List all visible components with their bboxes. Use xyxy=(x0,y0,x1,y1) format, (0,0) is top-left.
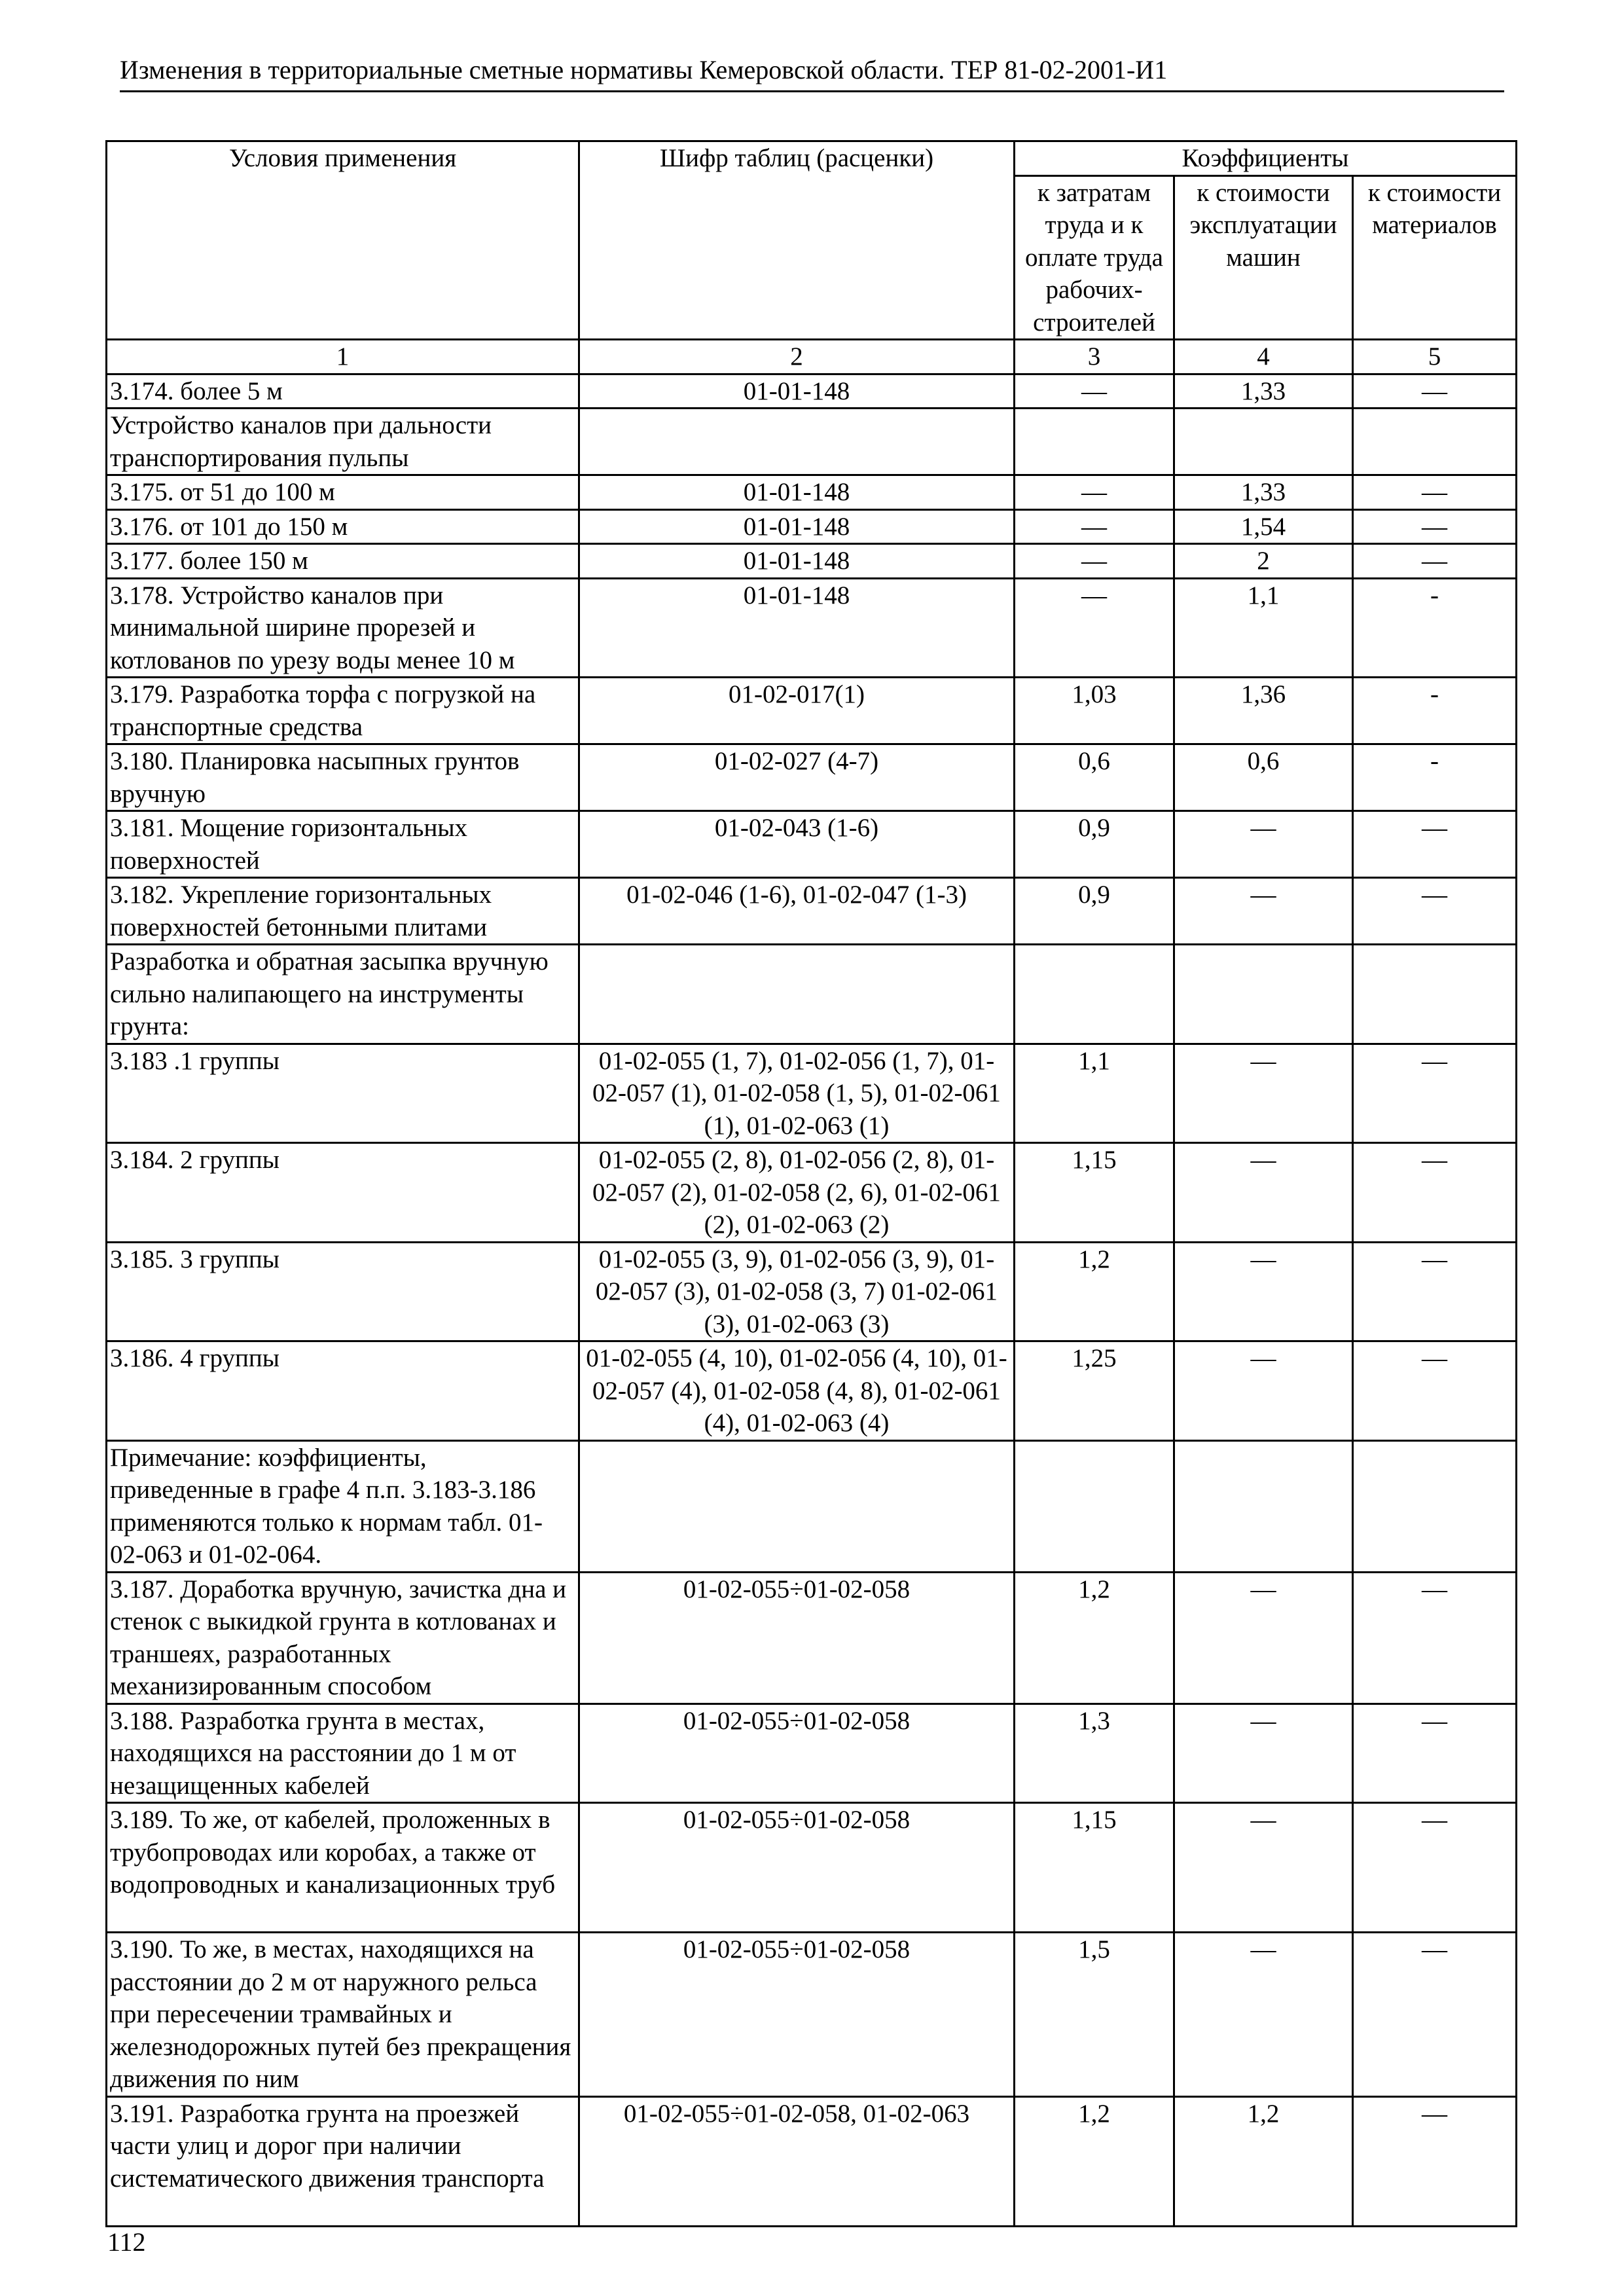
row-condition: 3.188. Разработка грунта в местах, находящихся на расстоянии до 1 м от незащищенных кабелей xyxy=(107,1704,579,1803)
row-coef-materials: — xyxy=(1353,374,1517,409)
row-condition: 3.181. Мощение горизонтальных поверхностей xyxy=(107,811,579,878)
row-code: 01-01-148 xyxy=(579,374,1015,409)
table-row xyxy=(107,544,1517,579)
table-row xyxy=(107,1143,1517,1243)
table-row xyxy=(107,811,1517,878)
row-code: 01-02-055 (1, 7), 01-02-056 (1, 7), 01-02-057 (1), 01-02-058 (1, 5), 01-02-061 (1), 01-02-063 (1) xyxy=(579,1044,1015,1143)
row-coef-machines: 1,54 xyxy=(1174,509,1353,544)
table-row xyxy=(107,578,1517,678)
table-row xyxy=(107,1572,1517,1704)
table-row xyxy=(107,374,1517,409)
row-coef-labor: — xyxy=(1015,374,1174,409)
row-condition: 3.186. 4 группы xyxy=(107,1341,579,1441)
row-coef-materials: - xyxy=(1353,678,1517,744)
row-coef-machines: — xyxy=(1174,1933,1353,2097)
row-code: 01-01-148 xyxy=(579,509,1015,544)
row-coef-labor xyxy=(1015,1440,1174,1572)
row-coef-labor: 0,9 xyxy=(1015,878,1174,945)
row-condition: 3.190. То же, в местах, находящихся на расстоянии до 2 м от наружного рельса при пересечении трамвайных и железнодорожных путей без прекращения движения по ним xyxy=(107,1933,579,2097)
row-coef-machines: — xyxy=(1174,1242,1353,1341)
col-header-materials: к стоимости материалов xyxy=(1353,175,1517,340)
row-code: 01-01-148 xyxy=(579,475,1015,510)
row-condition: 3.180. Планировка насыпных грунтов вручную xyxy=(107,744,579,811)
row-condition: Примечание: коэффициенты, приведенные в графе 4 п.п. 3.183-3.186 применяются только к нормам табл. 01-02-063 и 01-02-064. xyxy=(107,1440,579,1572)
row-code: 01-02-055÷01-02-058 xyxy=(579,1933,1015,2097)
table-body xyxy=(107,374,1517,2226)
table-row xyxy=(107,409,1517,475)
row-condition: 3.175. от 51 до 100 м xyxy=(107,475,579,510)
row-coef-labor: 1,2 xyxy=(1015,1242,1174,1341)
row-coef-labor: 1,1 xyxy=(1015,1044,1174,1143)
row-coef-materials: — xyxy=(1353,509,1517,544)
row-coef-machines: 1,33 xyxy=(1174,475,1353,510)
row-coef-materials: — xyxy=(1353,1572,1517,1704)
row-coef-materials: — xyxy=(1353,811,1517,878)
row-code xyxy=(579,945,1015,1044)
row-code: 01-02-055 (2, 8), 01-02-056 (2, 8), 01-02-057 (2), 01-02-058 (2, 6), 01-02-061 (2), 01-02-063 (2) xyxy=(579,1143,1015,1243)
row-condition: Устройство каналов при дальности транспортирования пульпы xyxy=(107,409,579,475)
row-coef-machines: — xyxy=(1174,1803,1353,1933)
table-row xyxy=(107,945,1517,1044)
table-row xyxy=(107,1933,1517,2097)
table-row xyxy=(107,509,1517,544)
row-condition: 3.185. 3 группы xyxy=(107,1242,579,1341)
table-row xyxy=(107,1704,1517,1803)
row-coef-materials: — xyxy=(1353,2096,1517,2226)
row-coef-materials: — xyxy=(1353,1242,1517,1341)
col-header-code: Шифр таблиц (расценки) xyxy=(579,141,1015,340)
col-number: 5 xyxy=(1353,340,1517,374)
row-coef-materials: - xyxy=(1353,744,1517,811)
row-coef-materials: — xyxy=(1353,1143,1517,1243)
row-coef-materials: — xyxy=(1353,1341,1517,1441)
table-row xyxy=(107,678,1517,744)
row-code: 01-02-055÷01-02-058 xyxy=(579,1704,1015,1803)
row-coef-machines: 1,33 xyxy=(1174,374,1353,409)
row-coef-labor: — xyxy=(1015,578,1174,678)
row-code: 01-02-043 (1-6) xyxy=(579,811,1015,878)
row-coef-materials: — xyxy=(1353,878,1517,945)
row-condition: 3.187. Доработка вручную, зачистка дна и стенок с выкидкой грунта в котлованах и траншеях, разработанных механизированным способом xyxy=(107,1572,579,1704)
row-coef-labor: 1,25 xyxy=(1015,1341,1174,1441)
row-code: 01-01-148 xyxy=(579,544,1015,579)
col-header-coefficients: Коэффициенты xyxy=(1015,141,1517,176)
row-condition: 3.176. от 101 до 150 м xyxy=(107,509,579,544)
row-coef-materials xyxy=(1353,409,1517,475)
table-row xyxy=(107,1803,1517,1933)
row-coef-machines: 0,6 xyxy=(1174,744,1353,811)
row-coef-labor xyxy=(1015,409,1174,475)
row-coef-labor: 0,6 xyxy=(1015,744,1174,811)
table-row xyxy=(107,1440,1517,1572)
row-coef-labor: 1,15 xyxy=(1015,1803,1174,1933)
col-number: 2 xyxy=(579,340,1015,374)
running-header: Изменения в территориальные сметные нормативы Кемеровской области. ТЕР 81-02-2001-И1 xyxy=(120,54,1504,92)
row-coef-machines xyxy=(1174,945,1353,1044)
row-code: 01-02-055÷01-02-058 xyxy=(579,1572,1015,1704)
row-coef-materials xyxy=(1353,1440,1517,1572)
row-condition: 3.182. Укрепление горизонтальных поверхностей бетонными плитами xyxy=(107,878,579,945)
row-coef-materials: — xyxy=(1353,1044,1517,1143)
row-code xyxy=(579,409,1015,475)
row-code: 01-02-017(1) xyxy=(579,678,1015,744)
row-coef-materials: — xyxy=(1353,1933,1517,2097)
row-coef-materials: — xyxy=(1353,1803,1517,1933)
coefficients-table xyxy=(105,140,1517,2227)
row-coef-machines: — xyxy=(1174,1044,1353,1143)
row-condition: 3.183 .1 группы xyxy=(107,1044,579,1143)
row-coef-machines: 1,1 xyxy=(1174,578,1353,678)
col-number: 4 xyxy=(1174,340,1353,374)
row-coef-machines: 1,2 xyxy=(1174,2096,1353,2226)
row-coef-labor: 1,5 xyxy=(1015,1933,1174,2097)
row-coef-materials: — xyxy=(1353,1704,1517,1803)
row-coef-materials: — xyxy=(1353,544,1517,579)
col-number: 3 xyxy=(1015,340,1174,374)
table-row xyxy=(107,878,1517,945)
row-coef-labor: 0,9 xyxy=(1015,811,1174,878)
row-code: 01-02-055 (3, 9), 01-02-056 (3, 9), 01-02-057 (3), 01-02-058 (3, 7) 01-02-061 (3), 01-02-063 (3) xyxy=(579,1242,1015,1341)
row-coef-labor: — xyxy=(1015,509,1174,544)
row-coef-materials: — xyxy=(1353,475,1517,510)
col-header-labor: к затратам труда и к оплате труда рабочих-строителей xyxy=(1015,175,1174,340)
table-row xyxy=(107,475,1517,510)
row-coef-labor: 1,2 xyxy=(1015,1572,1174,1704)
row-coef-machines: — xyxy=(1174,1572,1353,1704)
row-code: 01-02-027 (4-7) xyxy=(579,744,1015,811)
table-row xyxy=(107,1242,1517,1341)
row-coef-labor: — xyxy=(1015,544,1174,579)
row-code: 01-02-055÷01-02-058, 01-02-063 xyxy=(579,2096,1015,2226)
row-coef-machines: — xyxy=(1174,1704,1353,1803)
row-condition: 3.178. Устройство каналов при минимальной ширине прорезей и котлованов по урезу воды менее 10 м xyxy=(107,578,579,678)
page-number: 112 xyxy=(107,2227,146,2257)
row-code: 01-02-055 (4, 10), 01-02-056 (4, 10), 01-02-057 (4), 01-02-058 (4, 8), 01-02-061 (4), 01-02-063 (4) xyxy=(579,1341,1015,1441)
table-row xyxy=(107,744,1517,811)
row-code xyxy=(579,1440,1015,1572)
row-condition: 3.179. Разработка торфа с погрузкой на транспортные средства xyxy=(107,678,579,744)
row-coef-machines xyxy=(1174,1440,1353,1572)
table-header xyxy=(107,141,1517,374)
row-condition: 3.184. 2 группы xyxy=(107,1143,579,1243)
row-condition: Разработка и обратная засыпка вручную сильно налипающего на инструменты грунта: xyxy=(107,945,579,1044)
table-row xyxy=(107,2096,1517,2226)
row-coef-machines: 2 xyxy=(1174,544,1353,579)
row-condition: 3.191. Разработка грунта на проезжей части улиц и дорог при наличии систематического движения транспорта xyxy=(107,2096,579,2226)
table-row xyxy=(107,1044,1517,1143)
col-number: 1 xyxy=(107,340,579,374)
row-coef-machines xyxy=(1174,409,1353,475)
row-coef-labor: 1,3 xyxy=(1015,1704,1174,1803)
row-coef-labor: — xyxy=(1015,475,1174,510)
table-row xyxy=(107,1341,1517,1441)
row-coef-machines: — xyxy=(1174,878,1353,945)
row-coef-machines: 1,36 xyxy=(1174,678,1353,744)
row-code: 01-02-055÷01-02-058 xyxy=(579,1803,1015,1933)
row-code: 01-01-148 xyxy=(579,578,1015,678)
row-coef-materials: - xyxy=(1353,578,1517,678)
col-header-machines: к стоимости эксплуатации машин xyxy=(1174,175,1353,340)
row-condition: 3.177. более 150 м xyxy=(107,544,579,579)
row-coef-machines: — xyxy=(1174,811,1353,878)
row-condition: 3.189. То же, от кабелей, проложенных в трубопроводах или коробах, а также от водопроводных и канализационных труб xyxy=(107,1803,579,1933)
row-coef-labor: 1,15 xyxy=(1015,1143,1174,1243)
row-coef-materials xyxy=(1353,945,1517,1044)
row-coef-labor: 1,03 xyxy=(1015,678,1174,744)
row-code: 01-02-046 (1-6), 01-02-047 (1-3) xyxy=(579,878,1015,945)
row-coef-labor: 1,2 xyxy=(1015,2096,1174,2226)
row-coef-machines: — xyxy=(1174,1143,1353,1243)
row-coef-labor xyxy=(1015,945,1174,1044)
row-condition: 3.174. более 5 м xyxy=(107,374,579,409)
row-coef-machines: — xyxy=(1174,1341,1353,1441)
col-header-conditions: Условия применения xyxy=(107,141,579,340)
